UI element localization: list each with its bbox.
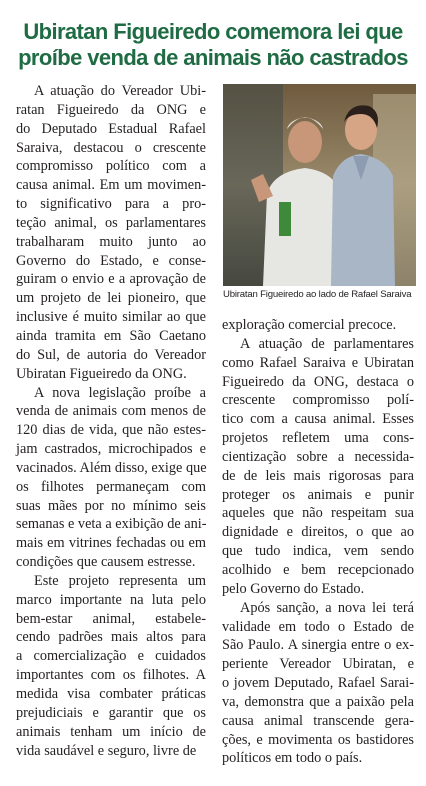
text-line: inclusive é muito similar ao que	[16, 309, 206, 326]
text-line: cientização sobre a necessida-	[222, 448, 414, 465]
text-line: importantes com os filhotes. A	[16, 667, 206, 684]
headline-line-1: Ubiratan Figueiredo comemora lei que	[23, 18, 403, 44]
headline-line-2: proíbe venda de animais não castrados	[18, 44, 408, 70]
text-line: Governo do Estado, e conse-	[16, 252, 206, 269]
text-line: tico com a causa animal. Esses	[222, 411, 414, 428]
text-line: de de leis mais rigorosas para	[222, 467, 414, 484]
text-line: animais tenham um início de	[16, 723, 206, 740]
text-line: validade em todo o Estado de	[222, 618, 414, 635]
text-line: vida saudável e seguro, livre de	[16, 742, 197, 759]
text-line: venda de animais com menos de	[16, 403, 206, 420]
text-line: o jovem Deputado, Rafael Sarai-	[222, 675, 414, 692]
text-line: causa animal. Em um movimen-	[16, 177, 206, 194]
text-line: Ubiratan Figueiredo da ONG.	[16, 365, 187, 382]
text-line: to significativo para a pro-	[16, 196, 206, 213]
text-line: a comercialização e cuidados	[16, 648, 206, 665]
text-line: crescente compromisso polí-	[222, 392, 414, 409]
text-line: compromisso político com a	[16, 158, 206, 175]
article-photo	[223, 84, 416, 286]
text-line: causa animal transcende gera-	[222, 712, 414, 729]
text-line: ratan Figueiredo da ONG e	[16, 101, 206, 118]
text-line: acolhido e bem recepcionado	[222, 561, 414, 578]
text-line: A atuação de parlamentares	[240, 335, 414, 352]
text-line: trabalharam muito junto ao	[16, 233, 206, 250]
text-line: guiram o envio e a aprovação de	[16, 271, 206, 288]
text-line: Saraiva, destacou o crescente	[16, 139, 206, 156]
text-line: A nova legislação proíbe a	[34, 384, 206, 401]
left-column-paragraph	[16, 384, 206, 572]
text-line: Este projeto representa um	[34, 572, 206, 589]
text-line: exploração comercial precoce.	[222, 317, 397, 333]
text-line: medida visa combater práticas	[16, 686, 206, 702]
text-line: políticos em todo o país.	[222, 750, 363, 767]
right-column-paragraph	[222, 316, 414, 335]
text-line: A atuação do Vereador Ubi-	[34, 83, 206, 99]
text-line: os filhotes permaneçam com	[16, 478, 206, 495]
text-line: um projeto de lei pioneiro, que	[16, 290, 206, 307]
text-line: cendo padrões mais altos para	[16, 629, 206, 646]
text-line: proteger os animais e punir	[222, 486, 414, 503]
text-line: bem-estar animal, estabele-	[16, 610, 206, 627]
left-column-paragraph	[16, 82, 206, 384]
text-line: São Paulo. A sinergia entre o ex-	[222, 637, 414, 654]
text-line: jam castrados, microchipados e	[16, 441, 206, 458]
text-line: projetos refletem uma cons-	[222, 430, 414, 447]
text-line: aqueles que não respeitam sua	[222, 505, 414, 522]
text-line: teção animal, os parlamentares	[16, 214, 206, 231]
text-line: marco importante na luta pelo	[16, 591, 206, 608]
article-headline	[6, 19, 420, 71]
text-line: Figueiredo da ONG, destaca o	[222, 373, 414, 390]
text-line: periente Vereador Ubiratan, e	[222, 656, 414, 673]
photo-illustration	[223, 84, 416, 286]
left-column-paragraph	[16, 572, 206, 760]
text-line: como Rafael Saraiva e Ubiratan	[222, 354, 414, 371]
right-column	[222, 316, 414, 768]
text-line: semanas e veta a exibição de ani-	[16, 516, 207, 533]
text-line: vacinados. Além disso, exige que	[16, 459, 207, 476]
text-line: condições que causem estresse.	[16, 554, 196, 571]
text-line: prejudiciais e garantir que os	[16, 704, 206, 721]
text-line: ainda tramita em São Caetano	[16, 327, 206, 344]
right-column-paragraph	[222, 335, 414, 599]
text-line: que tudo indica, vem sendo	[222, 543, 414, 560]
text-line: Após sanção, a nova lei terá	[240, 599, 414, 616]
text-line: do Sul, de autoria do Vereador	[16, 346, 206, 363]
text-line: 120 dias de vida, que não estes-	[16, 422, 206, 439]
photo-caption: Ubiratan Figueiredo ao lado de Rafael Saraiva	[223, 289, 412, 300]
text-line: mais em vitrines fechadas ou em	[16, 535, 206, 552]
text-line: dignidade e direitos, o que ao	[222, 524, 414, 541]
left-column	[16, 82, 206, 760]
text-line: ções, e movimenta os bastidores	[222, 731, 414, 748]
text-line: do Deputado Estadual Rafael	[16, 120, 206, 137]
text-line: pelo Governo do Estado.	[222, 580, 365, 597]
text-line: va, demonstra que a paixão pela	[222, 693, 414, 710]
right-column-paragraph	[222, 599, 414, 769]
text-line: suas mães por no mínimo seis	[16, 497, 206, 514]
